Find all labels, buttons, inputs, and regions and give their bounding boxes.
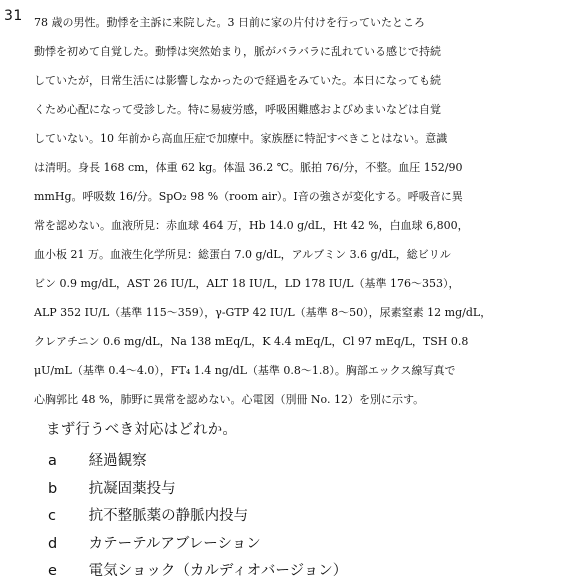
question-stem xyxy=(34,8,578,445)
choice-key: d xyxy=(48,535,58,552)
stem-line: 血小板 21 万。血液生化学所見：総蛋白 7.0 g/dL，アルブミン 3.6 g/dL，総ビリル xyxy=(34,248,451,261)
stem-line: していたが，日常生活には影響しなかったので経過をみていた。本日になっても続 xyxy=(34,74,441,87)
choice-c[interactable] xyxy=(48,503,548,531)
choice-text: 抗不整脈薬の静脈内投与 xyxy=(88,508,249,524)
stem-line: 心胸郭比 48 %，肺野に異常を認めない。心電図（別冊 No. 12）を別に示す。 xyxy=(34,393,425,406)
choice-text: 経過観察 xyxy=(88,453,147,469)
stem-line: ビン 0.9 mg/dL，AST 26 IU/L，ALT 18 IU/L，LD 178 IU/L（基準 176～353）， xyxy=(34,277,460,290)
choice-key: e xyxy=(48,563,57,579)
choice-text: 電気ショック（カルディオバージョン） xyxy=(88,563,348,579)
stem-line: していない。10 年前から高血圧症で加療中。家族歴に特記すべきことはない。意識 xyxy=(34,132,448,145)
choice-b[interactable] xyxy=(48,476,548,504)
stem-line: μU/mL（基準 0.4～4.0），FT₄ 1.4 ng/dL（基準 0.8～1.8）。胸部エックス線写真で xyxy=(34,364,456,377)
answer-choices xyxy=(48,448,548,586)
stem-line: mmHg。呼吸数 16/分。SpO₂ 98 %（room air）。Ⅰ音の強さが変化する。呼吸音に異 xyxy=(34,190,463,203)
choice-key: b xyxy=(48,480,58,497)
question-lead-in: まず行うべき対応はどれか。 xyxy=(46,422,238,438)
choice-key: c xyxy=(48,508,56,524)
stem-line: くため心配になって受診した。特に易疲労感，呼吸困難感およびめまいなどは自覚 xyxy=(34,103,441,116)
choice-a[interactable] xyxy=(48,448,548,476)
choice-key: a xyxy=(48,453,57,469)
choice-text: カテーテルアブレーション xyxy=(88,535,261,552)
stem-line: 78 歳の男性。動悸を主訴に来院した。3 日前に家の片付けを行っていたところ xyxy=(34,16,425,29)
stem-line: は清明。身長 168 cm，体重 62 kg。体温 36.2 ℃。脈拍 76/分，不整。血圧 152/90 xyxy=(34,161,463,174)
choice-text: 抗凝固薬投与 xyxy=(88,480,176,497)
stem-line: ALP 352 IU/L（基準 115～359），γ-GTP 42 IU/L（基準 8～50），尿素窒素 12 mg/dL， xyxy=(34,306,492,319)
stem-line: 常を認めない。血液所見：赤血球 464 万，Hb 14.0 g/dL，Ht 42 %，白血球 6,800， xyxy=(34,219,469,232)
stem-line: 動悸を初めて自覚した。動悸は突然始まり，脈がバラバラに乱れている感じで持続 xyxy=(34,45,441,58)
choice-d[interactable] xyxy=(48,531,548,559)
stem-line: クレアチニン 0.6 mg/dL，Na 138 mEq/L，K 4.4 mEq/L，Cl 97 mEq/L，TSH 0.8 xyxy=(34,335,469,348)
choice-e[interactable] xyxy=(48,558,548,586)
question-number: 31 xyxy=(4,8,23,24)
